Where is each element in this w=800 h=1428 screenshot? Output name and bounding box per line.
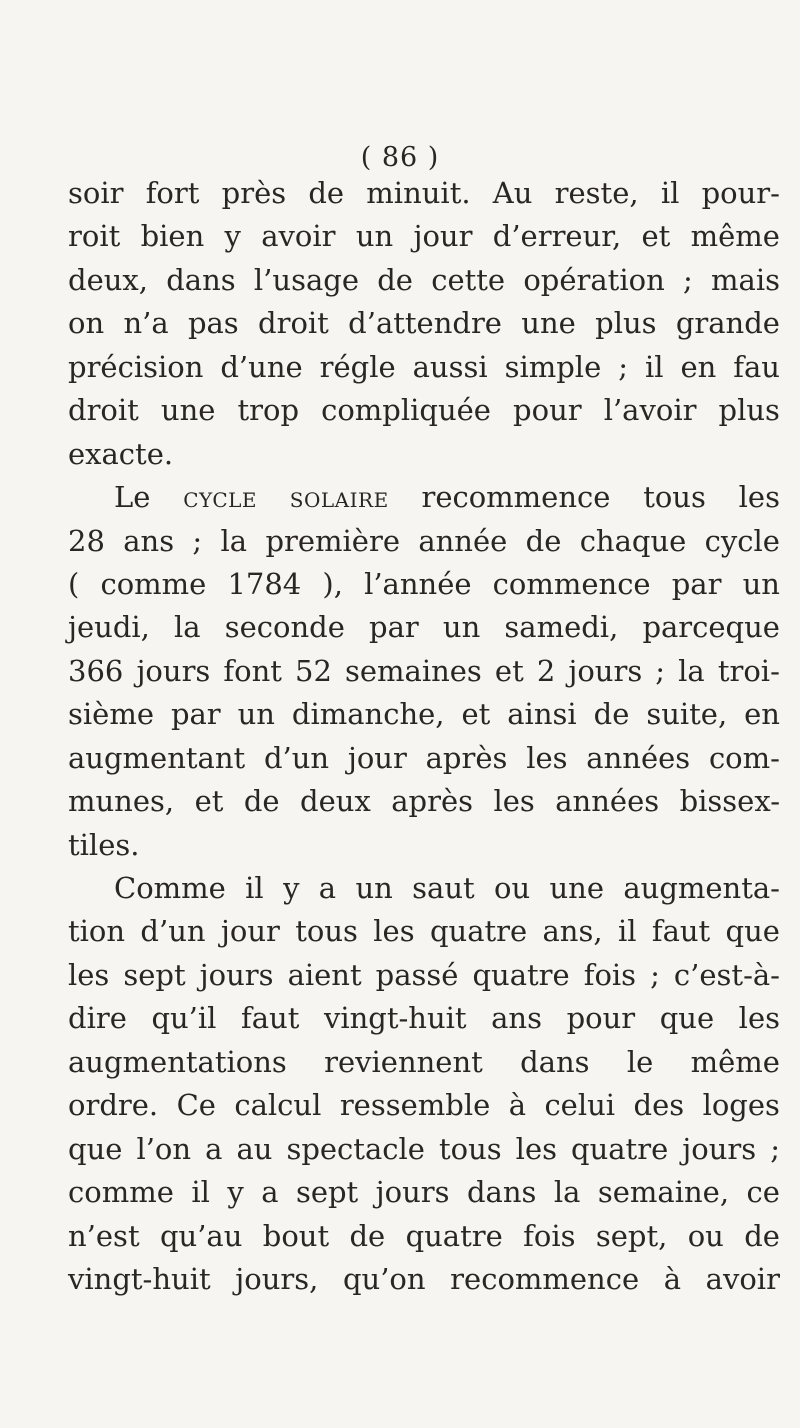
word: sième <box>68 697 154 732</box>
word: passé <box>375 957 459 992</box>
word: spectacle <box>286 1131 425 1166</box>
word: la <box>174 610 201 645</box>
word: jours <box>136 653 211 688</box>
word: samedi, <box>504 610 619 645</box>
word: pour <box>566 1001 636 1036</box>
word: Le <box>114 480 151 515</box>
word: la <box>220 523 248 558</box>
text-line <box>68 1128 780 1171</box>
word: reste, <box>554 176 639 210</box>
word: Ce <box>176 1088 216 1123</box>
word: y <box>283 871 300 905</box>
word: plus <box>595 306 657 341</box>
word: jour <box>413 219 473 254</box>
word: jours, <box>235 1261 319 1296</box>
word: fort <box>145 176 200 210</box>
word: les <box>526 740 568 775</box>
word: fois <box>523 1218 576 1253</box>
word: 28 <box>68 523 105 558</box>
word: il <box>191 1175 210 1210</box>
word: y <box>227 1175 244 1210</box>
word: reviennent <box>324 1044 483 1079</box>
word: pas <box>187 306 239 341</box>
word: semaine, <box>597 1175 730 1210</box>
word: ce <box>746 1175 780 1210</box>
text-line <box>68 693 780 736</box>
word: par <box>671 566 722 601</box>
word: par <box>170 697 221 732</box>
word: quatre <box>405 1218 503 1253</box>
word: cette <box>431 262 506 297</box>
word: comme <box>68 1175 174 1210</box>
word: près <box>221 176 287 210</box>
word: de <box>377 262 413 297</box>
word: sept, <box>595 1218 668 1253</box>
word: ; <box>650 957 660 992</box>
word: vingt-huit <box>323 1001 467 1036</box>
word: après <box>391 784 474 819</box>
word: recommence <box>421 480 611 515</box>
word: avoir <box>705 1261 780 1296</box>
text-line <box>68 433 780 476</box>
body-text <box>68 172 780 1301</box>
word: qu’on <box>342 1261 426 1296</box>
word: minuit. <box>366 176 471 210</box>
word: commence <box>492 566 651 601</box>
word: et <box>194 784 224 819</box>
word: un <box>442 610 481 645</box>
word: d’erreur, <box>492 219 622 254</box>
word: les <box>68 957 110 992</box>
word: la <box>678 653 705 688</box>
word: bissex- <box>679 784 780 819</box>
word: vingt-huit <box>68 1261 211 1296</box>
word: 2 <box>536 653 556 688</box>
word: que <box>725 914 780 949</box>
word: ou <box>494 871 531 905</box>
word: de <box>243 784 280 819</box>
word: même <box>690 1044 780 1079</box>
word: que <box>68 1131 123 1166</box>
text-line <box>68 737 780 780</box>
word: sept <box>123 957 186 992</box>
word: cycle <box>704 523 780 558</box>
word: de <box>593 697 630 732</box>
word: Au <box>492 176 533 210</box>
word: munes, <box>68 784 175 819</box>
word: tous <box>643 480 706 515</box>
word: fois <box>583 957 637 992</box>
text-line <box>68 650 780 693</box>
text-line <box>68 910 780 953</box>
word: deux <box>300 784 371 819</box>
word: quatre <box>472 957 570 992</box>
word: des <box>633 1088 685 1123</box>
word: parceque <box>642 610 780 645</box>
word: les <box>515 1131 557 1166</box>
word: comme <box>100 566 207 601</box>
word: une <box>521 306 576 341</box>
word: c’est-à- <box>673 957 780 992</box>
word: années <box>586 740 691 775</box>
word: jour <box>347 740 407 775</box>
word: les <box>373 914 415 949</box>
word: augmentations <box>68 1044 287 1079</box>
word: tous <box>438 1131 502 1166</box>
word: il <box>660 176 680 210</box>
text-line <box>68 780 780 823</box>
word: une <box>160 393 216 428</box>
word: ainsi <box>507 697 577 732</box>
word: ( <box>68 566 80 601</box>
word: régle <box>319 349 396 384</box>
word: cycle <box>183 480 258 515</box>
word: années <box>555 784 660 819</box>
word: il <box>245 871 264 905</box>
word: quatre <box>571 1131 669 1166</box>
word: les <box>738 480 780 515</box>
word: un <box>742 566 780 601</box>
word: d’une <box>220 349 303 384</box>
word: par <box>369 610 419 645</box>
word: une <box>549 871 605 905</box>
text-line <box>68 302 780 345</box>
word: loges <box>702 1088 780 1123</box>
text-line <box>68 520 780 563</box>
word: jours <box>375 1175 450 1210</box>
word: précision <box>68 349 204 384</box>
word: l’année <box>364 566 472 601</box>
word: tion <box>68 914 126 949</box>
word: plus <box>718 393 780 428</box>
text-line <box>68 1215 780 1258</box>
word: bout <box>262 1218 330 1253</box>
word: l’on <box>136 1131 192 1166</box>
text-line <box>68 563 780 606</box>
word: y <box>224 219 241 254</box>
word: dimanche, <box>291 697 445 732</box>
word: seconde <box>224 610 345 645</box>
word: au <box>236 1131 273 1166</box>
word: d’un <box>140 914 206 949</box>
word: augmentant <box>68 740 246 775</box>
word: ; <box>618 349 628 384</box>
word: dans <box>520 1044 590 1079</box>
text-line <box>68 259 780 302</box>
word: font <box>223 653 282 688</box>
text-line <box>68 1171 780 1214</box>
word: celui <box>544 1088 616 1123</box>
word: n’a <box>123 306 169 341</box>
text-line <box>68 867 780 910</box>
word: aussi <box>412 349 488 384</box>
word: un <box>355 219 394 254</box>
word: qu’au <box>159 1218 243 1253</box>
word: pour- <box>701 176 780 210</box>
text-line <box>68 1041 780 1084</box>
word: après <box>425 740 508 775</box>
word: troi- <box>717 653 780 688</box>
word: pour <box>513 393 582 428</box>
word: ; <box>192 523 203 558</box>
word: calcul <box>234 1088 322 1123</box>
word: droit <box>258 306 329 341</box>
word: quatre <box>429 914 528 949</box>
word: deux, <box>68 262 148 297</box>
word: augmenta- <box>623 871 780 905</box>
word: aient <box>287 957 362 992</box>
word: ou <box>687 1218 724 1253</box>
word: simple <box>504 349 602 384</box>
word: il <box>644 349 664 384</box>
word: en <box>744 697 780 732</box>
word: un <box>355 871 393 905</box>
word: ), <box>322 566 343 601</box>
word: compliquée <box>321 393 491 428</box>
word: chaque <box>579 523 687 558</box>
text-line <box>68 172 780 215</box>
text-line <box>68 476 780 519</box>
word: ans <box>491 1001 542 1036</box>
word: les <box>493 784 535 819</box>
word: semaines <box>344 653 482 688</box>
text-line <box>68 215 780 258</box>
word: opération <box>523 262 665 297</box>
word: ; <box>655 653 666 688</box>
word: bien <box>140 219 205 254</box>
word: il <box>617 914 637 949</box>
word: com- <box>708 740 780 775</box>
word: roit <box>68 219 121 254</box>
word: exacte. <box>68 436 174 471</box>
word: ans, <box>542 914 603 949</box>
word: saut <box>412 871 475 905</box>
word: trop <box>237 393 300 428</box>
word: jours <box>568 653 643 688</box>
word: les <box>738 1001 780 1036</box>
word: de <box>308 176 345 210</box>
word: et <box>461 697 491 732</box>
word: et <box>494 653 524 688</box>
word: qu’il <box>151 1001 217 1036</box>
word: ans <box>123 523 175 558</box>
word: jeudi, <box>68 610 150 645</box>
word: de <box>349 1218 386 1253</box>
word: soir <box>68 176 124 210</box>
word: on <box>68 306 105 341</box>
word: 366 <box>68 653 124 688</box>
text-line <box>68 346 780 389</box>
word: faut <box>651 914 711 949</box>
word: Comme <box>114 871 226 905</box>
word: suite, <box>646 697 728 732</box>
text-line <box>68 606 780 649</box>
word: tiles. <box>68 827 140 862</box>
word: avoir <box>261 219 336 254</box>
word: recommence <box>450 1261 640 1296</box>
word: en <box>680 349 717 384</box>
word: tous <box>295 914 358 949</box>
word: solaire <box>289 480 389 515</box>
word: que <box>659 1001 715 1036</box>
word: de <box>744 1218 780 1253</box>
word: a <box>205 1131 223 1166</box>
word: l’usage <box>253 262 359 297</box>
text-line <box>68 954 780 997</box>
word: d’attendre <box>348 306 502 341</box>
word: fau <box>733 349 780 384</box>
word: l’avoir <box>603 393 697 428</box>
word: le <box>626 1044 654 1079</box>
word: a <box>318 871 337 905</box>
word: grande <box>675 306 780 341</box>
word: 1784 <box>227 566 302 601</box>
word: mais <box>711 262 780 297</box>
word: ordre. <box>68 1088 159 1123</box>
word: 52 <box>295 653 332 688</box>
word: première <box>265 523 400 558</box>
word: ; <box>683 262 693 297</box>
word: n’est <box>68 1218 140 1253</box>
word: a <box>261 1175 279 1210</box>
word: même <box>690 219 780 254</box>
word: d’un <box>263 740 330 775</box>
text-line <box>68 997 780 1040</box>
word: dans <box>466 1175 537 1210</box>
word: sept <box>295 1175 359 1210</box>
word: un <box>237 697 275 732</box>
word: et <box>641 219 671 254</box>
word: dire <box>68 1001 127 1036</box>
page-number: ( 86 ) <box>360 142 440 173</box>
word: jours <box>682 1131 757 1166</box>
word: jour <box>220 914 280 949</box>
word: dans <box>166 262 236 297</box>
text-line <box>68 824 780 867</box>
text-line <box>68 1258 780 1301</box>
word: la <box>553 1175 581 1210</box>
word: faut <box>241 1001 300 1036</box>
word: ; <box>770 1131 780 1166</box>
word: droit <box>68 393 139 428</box>
word: à <box>663 1261 682 1296</box>
word: à <box>508 1088 526 1123</box>
text-line <box>68 389 780 432</box>
word: de <box>525 523 562 558</box>
word: jours <box>199 957 274 992</box>
word: année <box>418 523 508 558</box>
word: ressemble <box>339 1088 491 1123</box>
text-line <box>68 1084 780 1127</box>
